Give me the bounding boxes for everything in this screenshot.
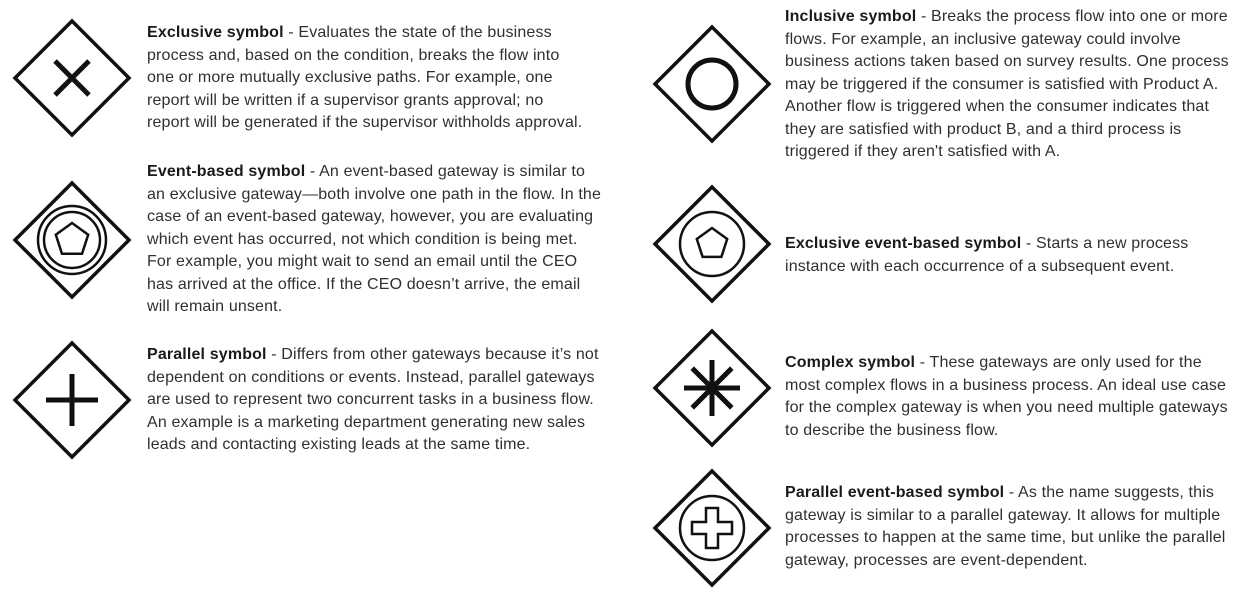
- exclusive-gateway-icon: [12, 18, 132, 138]
- gateway-title: Complex symbol: [785, 354, 916, 371]
- gateway-exclusive-event-based-text: [785, 233, 1235, 278]
- gateway-title: Exclusive event-based symbol: [785, 235, 1022, 252]
- event-based-gateway-icon: [12, 180, 132, 300]
- gateway-title: Inclusive symbol: [785, 8, 917, 25]
- gateway-exclusive-text: [147, 22, 587, 135]
- inclusive-gateway-icon: [652, 24, 772, 144]
- gateway-title: Exclusive symbol: [147, 24, 284, 41]
- gateway-description: - Breaks the process flow into one or more flows. For example, an inclusive gateway could involve business actions taken based on survey results. One process may be triggered if the consumer is satisfied with Product A. Another flow is triggered when the consumer indicates that they are satisfied with product B, and a third process is triggered if they aren't satisfied with A.: [785, 8, 1229, 160]
- gateway-description: - Evaluates the state of the business process and, based on the condition, breaks the flow into one or more mutually exclusive paths. For example, one report will be written if a supervisor grants approval; no report will be generated if the supervisor withholds approval.: [147, 24, 583, 131]
- gateway-inclusive-text: [785, 6, 1230, 164]
- gateway-event-based-text: [147, 161, 602, 319]
- gateway-complex-text: [785, 352, 1240, 442]
- gateway-description: - Starts a new process instance with each occurrence of a subsequent event.: [785, 235, 1189, 275]
- parallel-gateway-icon: [12, 340, 132, 460]
- gateway-description: - As the name suggests, this gateway is similar to a parallel gateway. It allows for multiple processes to happen at the same time, but unlike the parallel gateway, processes are event-dependent.: [785, 484, 1226, 569]
- gateway-title: Event-based symbol: [147, 163, 306, 180]
- gateway-description: - An event-based gateway is similar to an exclusive gateway—both involve one path in the flow. In the case of an event-based gateway, however, you are evaluating which event has occurred, not which condition is being met. For example, you might wait to send an email until the CEO has arrived at the office. If the CEO doesn’t arrive, the email will remain unsent.: [147, 163, 602, 315]
- gateway-parallel-event-based-text: [785, 482, 1240, 572]
- exclusive-event-based-gateway-icon: [652, 184, 772, 304]
- complex-gateway-icon: [652, 328, 772, 448]
- gateway-description: - Differs from other gateways because it’s not dependent on conditions or events. Instead, parallel gateways are used to represent two concurrent tasks in a business flow. An example is a marketing department generating new sales leads and contacting existing leads at the same time.: [147, 346, 599, 453]
- gateway-parallel-text: [147, 344, 602, 457]
- parallel-event-based-gateway-icon: [652, 468, 772, 588]
- gateway-title: Parallel symbol: [147, 346, 267, 363]
- gateway-description: - These gateways are only used for the most complex flows in a business process. An ideal use case for the complex gateway is when you need multiple gateways to describe the business flow.: [785, 354, 1228, 439]
- gateway-title: Parallel event-based symbol: [785, 484, 1005, 501]
